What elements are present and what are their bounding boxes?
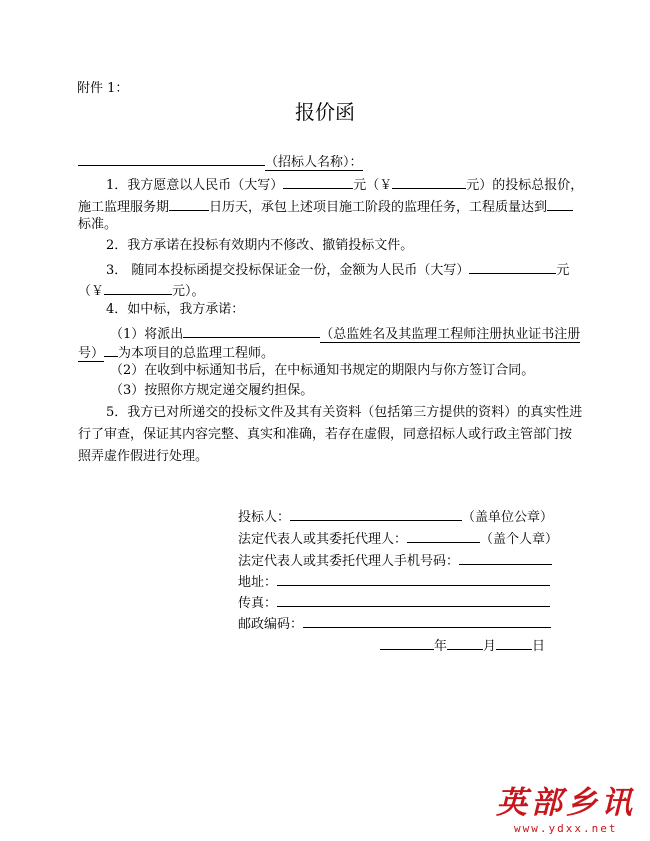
- item3-text-b: 元: [556, 263, 570, 278]
- item5-line1: 5．我方已对所递交的投标文件及其有关资料（包括第三方提供的资料）的真实性进: [106, 405, 583, 420]
- price-number-blank[interactable]: [392, 175, 466, 189]
- deposit-words-blank[interactable]: [469, 260, 556, 274]
- item3-text-a: 3． 随同本投标函提交投标保证金一份，金额为人民币（大写）: [106, 263, 470, 278]
- item1-text-e: 日历天，承包上述项目施工阶段的监理任务，工程质量达到: [209, 200, 548, 215]
- item1-text-d: 施工监理服务期: [78, 200, 170, 215]
- item3-line2: [78, 281, 205, 300]
- postcode-row: [238, 614, 551, 633]
- bidder-row: [238, 507, 553, 526]
- addressee-suffix: （招标人名称）：: [265, 155, 363, 170]
- month-label: 月: [483, 639, 497, 654]
- sub3: （3）按照你方规定递交履约担保。: [110, 383, 314, 398]
- quality-blank[interactable]: [547, 197, 573, 211]
- year-label: 年: [434, 639, 448, 654]
- sub1-text-d: 为本项目的总监理工程师。: [118, 346, 275, 361]
- address-blank[interactable]: [277, 572, 550, 586]
- fax-blank[interactable]: [277, 593, 550, 607]
- sub1-gap-underline: [104, 343, 118, 357]
- legal-rep-blank[interactable]: [407, 529, 480, 543]
- sub1-line1: [110, 324, 580, 343]
- service-days-blank[interactable]: [169, 197, 209, 211]
- deposit-number-blank[interactable]: [104, 281, 172, 295]
- bidder-seal-note: （盖单位公章）: [462, 510, 554, 525]
- item5-line2: 行了审查，保证其内容完整、真实和准确，若存在虚假，同意招标人或行政主管部门按: [78, 427, 573, 442]
- item3-text-d: 元）。: [172, 284, 205, 299]
- bidder-blank[interactable]: [290, 507, 462, 521]
- bidder-label: 投标人：: [238, 510, 291, 525]
- item3-line1: [106, 260, 569, 279]
- item1-line3: 标准。: [78, 217, 118, 232]
- sub1-text-c: 号）: [78, 346, 105, 361]
- postcode-label: 邮政编码：: [238, 617, 304, 632]
- watermark-url: www.ydxx.net: [514, 822, 618, 835]
- price-words-blank[interactable]: [283, 175, 353, 189]
- phone-blank[interactable]: [459, 551, 552, 565]
- item1-text-b: 元（￥: [353, 178, 393, 193]
- address-row: [238, 572, 550, 591]
- watermark-logo-text: 英部乡讯: [496, 785, 636, 821]
- day-label: 日: [532, 639, 546, 654]
- sub1-text-b: （总监姓名及其监理工程师注册执业证书注册: [320, 327, 581, 342]
- site-watermark: [496, 786, 650, 841]
- phone-row: [238, 551, 552, 570]
- item4: 4．如中标，我方承诺：: [106, 302, 245, 317]
- page-title: 报价函: [295, 100, 355, 124]
- item1-text-a: 1．我方愿意以人民币（大写）: [106, 178, 284, 193]
- addressee-blank[interactable]: [78, 152, 265, 166]
- addressee-line: [78, 152, 363, 171]
- item5-line3: 照弄虚作假进行处理。: [78, 449, 209, 464]
- item1-line1: [106, 175, 583, 194]
- sub2: （2）在收到中标通知书后，在中标通知书规定的期限内与你方签订合同。: [110, 363, 535, 378]
- legal-rep-row: [238, 529, 558, 548]
- legal-rep-label: 法定代表人或其委托代理人：: [238, 532, 408, 547]
- item3-text-c: （￥: [78, 284, 105, 299]
- month-blank[interactable]: [447, 636, 483, 650]
- phone-label: 法定代表人或其委托代理人手机号码：: [238, 554, 460, 569]
- year-blank[interactable]: [380, 636, 434, 650]
- item1-text-c: 元）的投标总报价，: [466, 178, 584, 193]
- chief-supervisor-blank[interactable]: [183, 324, 320, 338]
- item1-line2: [78, 197, 573, 216]
- address-label: 地址：: [238, 575, 278, 590]
- sub1-line2: [78, 343, 274, 362]
- item2: 2．我方承诺在投标有效期内不修改、撤销投标文件。: [106, 238, 414, 253]
- date-row: [380, 636, 545, 655]
- personal-seal-note: （盖个人章）: [480, 532, 559, 547]
- sub1-text-a: （1）将派出: [110, 327, 184, 342]
- attachment-label: 附件 1：: [77, 81, 129, 96]
- fax-row: [238, 593, 550, 612]
- postcode-blank[interactable]: [303, 614, 551, 628]
- day-blank[interactable]: [496, 636, 532, 650]
- fax-label: 传真：: [238, 596, 278, 611]
